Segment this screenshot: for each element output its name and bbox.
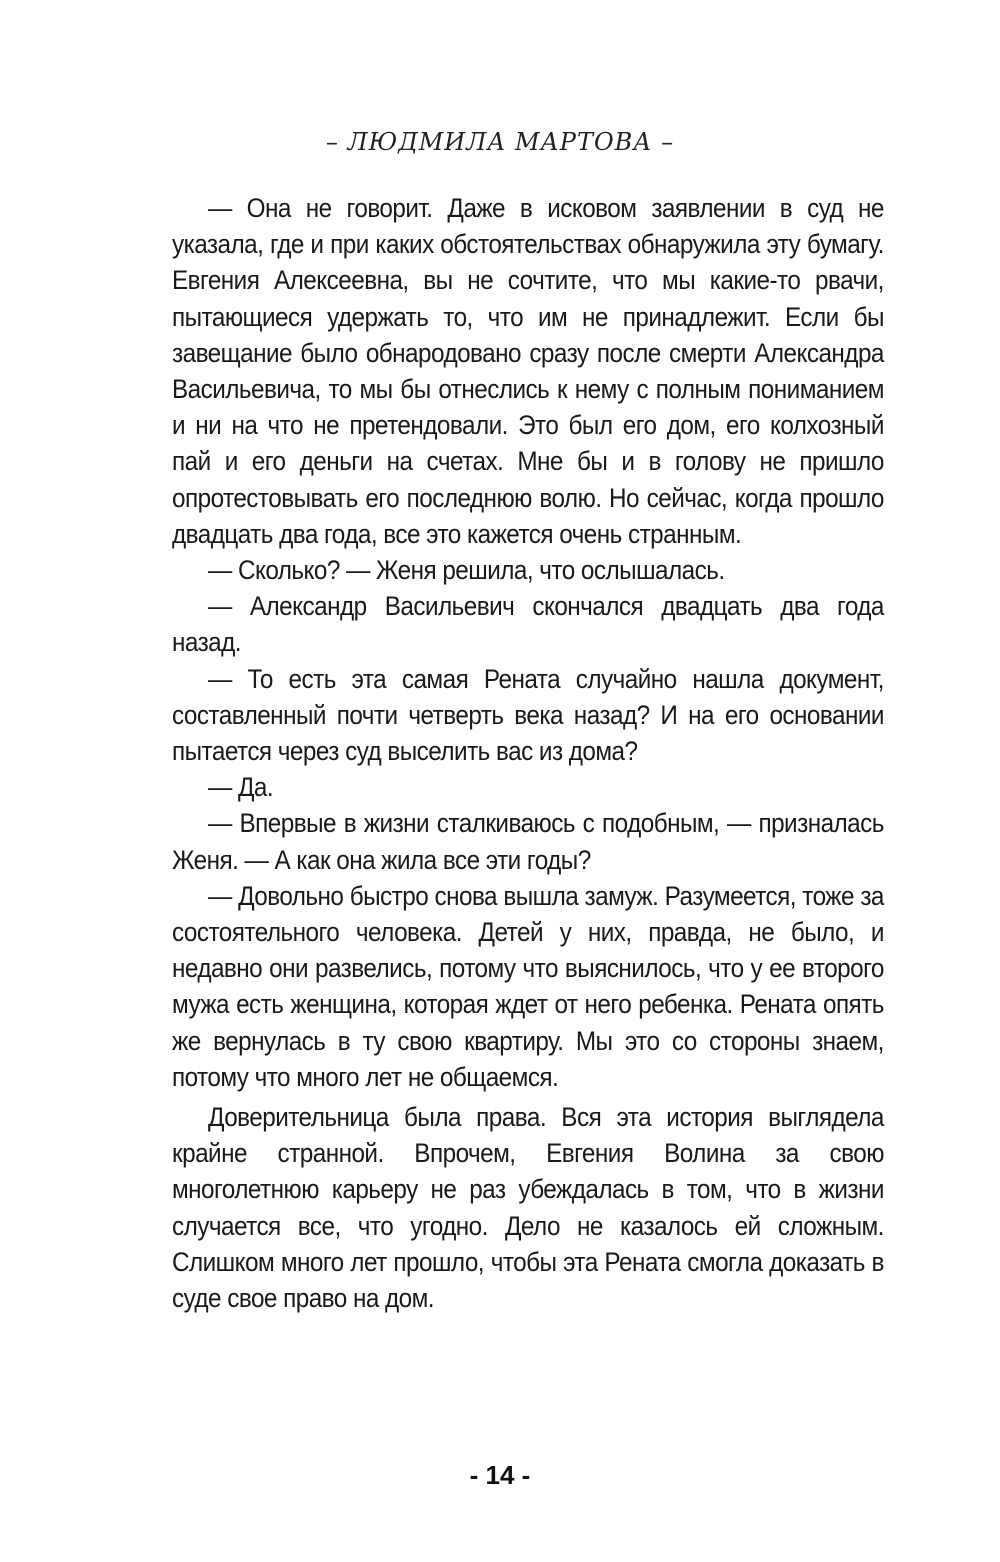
body-text xyxy=(172,190,884,1316)
paragraph: — Она не говорит. Даже в исковом заявлении в суд не указала, где и при каких обстоятельствах обнаружила эту бумагу. Евгения Алексеевна, вы не сочтите, что мы какие-то рвачи, пытающиеся удержать то, что им не принадлежит. Если бы завещание было обнародовано сразу после смерти Александра Васильевича, то мы бы отнеслись к нему с полным пониманием и ни на что не претендовали. Это был его дом, его колхозный пай и его деньги на счетах. Мне бы и в голову не пришло опротестовывать его последнюю волю. Но сейчас, когда прошло двадцать два года, все это кажется очень странным. xyxy=(172,193,884,549)
paragraph: — Александр Васильевич скончался двадцать два года назад. xyxy=(172,591,884,658)
paragraph: — Сколько? — Женя решила, что ослышалась. xyxy=(208,555,725,586)
paragraph: — То есть эта самая Рената случайно нашла документ, составленный почти четверть века назад? И на его основании пытается через суд выселить вас из дома? xyxy=(172,663,884,767)
paragraph: — Впервые в жизни сталкиваюсь с подобным, — призналась Женя. — А как она жила все эти годы? xyxy=(172,808,884,875)
paragraph: Доверительница была права. Вся эта история выглядела крайне странной. Впрочем, Евгения Волина за свою многолетнюю карьеру не раз убеждалась в том, что в жизни случается все, что угодно. Дело не казалось ей сложным. Слишком много лет прошло, чтобы эта Рената смогла доказать в суде свое право на дом. xyxy=(172,1102,884,1314)
running-head-author: – ЛЮДМИЛА МАРТОВА – xyxy=(325,128,675,156)
paragraph: — Довольно быстро снова вышла замуж. Разумеется, тоже за состоятельного человека. Детей у них, правда, не было, и недавно они развелись, потому что выяснилось, что у ее второго мужа есть женщина, которая ждет от него ребенка. Рената опять же вернулась в ту свою квартиру. Мы это со стороны знаем, потому что много лет не общаемся. xyxy=(172,880,884,1092)
page-number: - 14 - xyxy=(469,1460,531,1490)
paragraph: — Да. xyxy=(208,772,274,803)
